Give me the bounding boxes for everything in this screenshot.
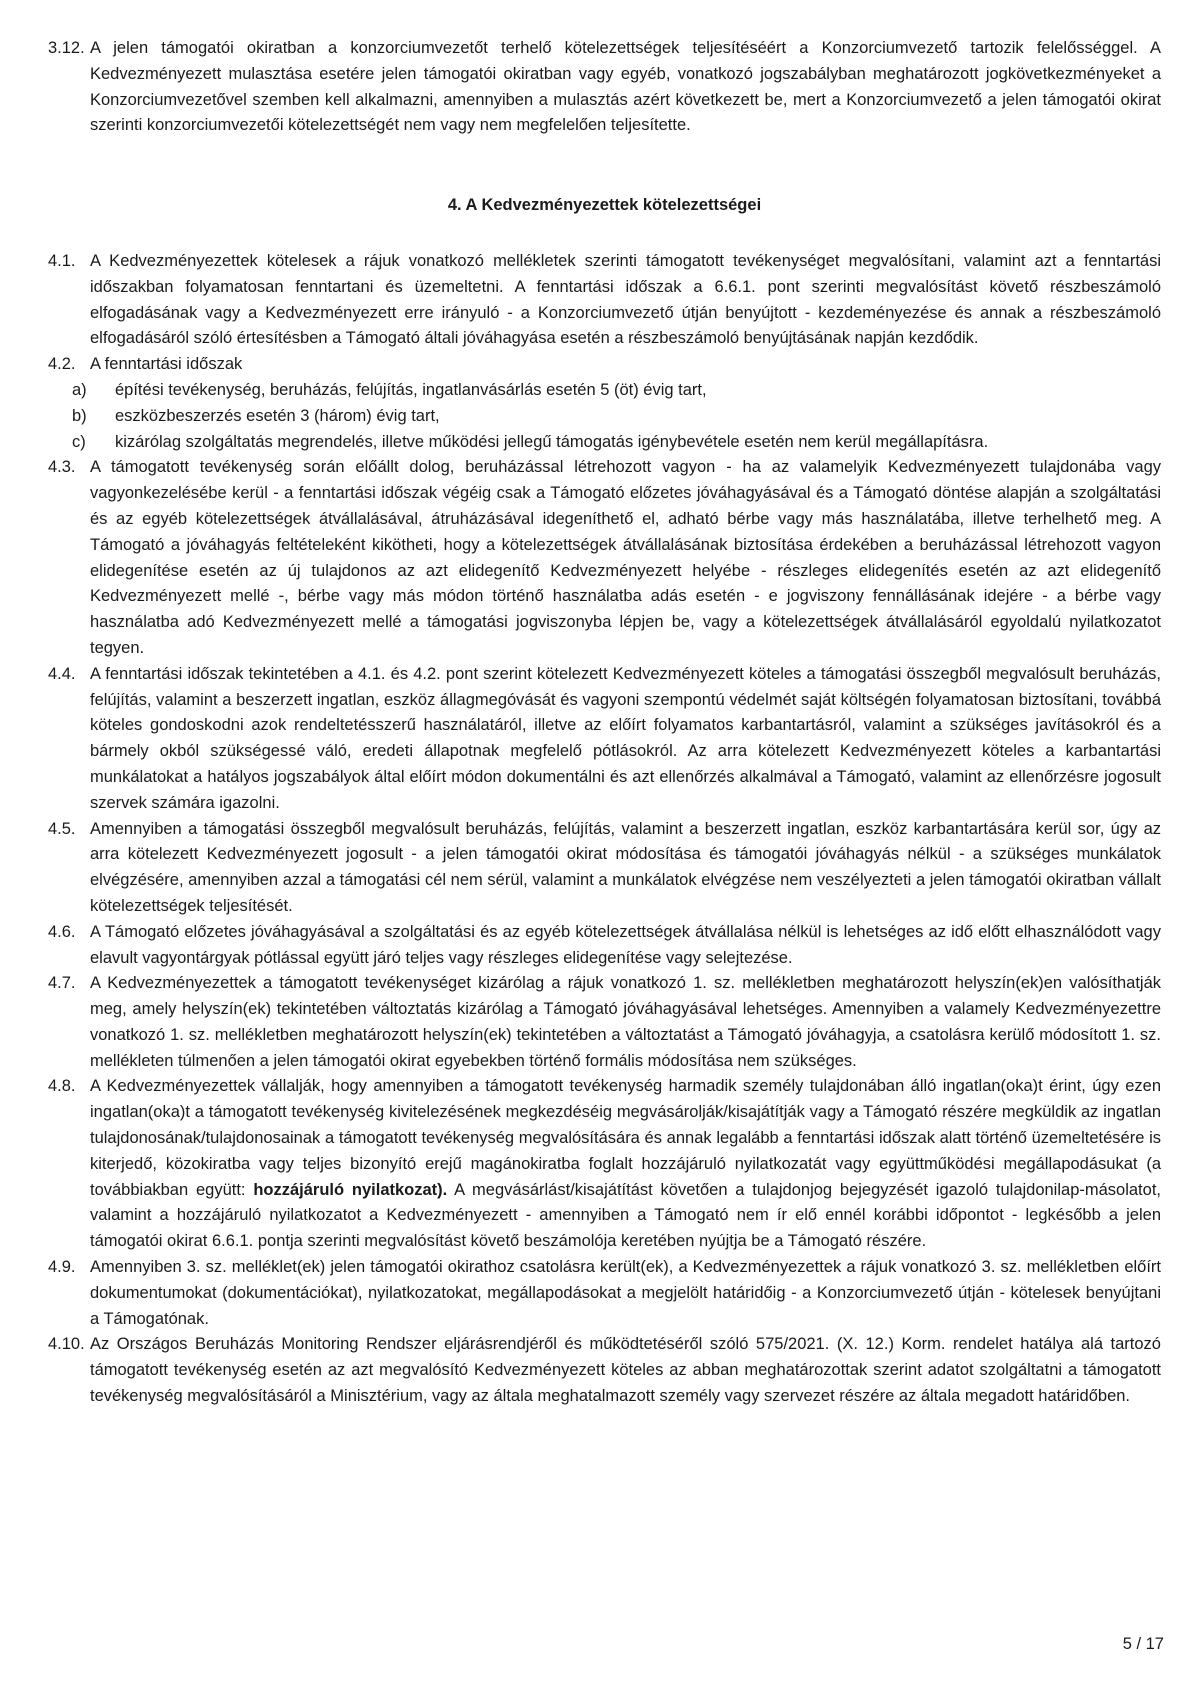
clause-number: 4.10. xyxy=(48,1335,85,1354)
clause-3-12 xyxy=(48,36,1161,139)
section-heading: 4. A Kedvezményezettek kötelezettségei xyxy=(447,196,762,215)
clause-4-3 xyxy=(48,455,1161,661)
clause-text: Amennyiben 3. sz. melléklet(ek) jelen támogatói okirathoz csatolásra került(ek), a Kedvezményezettek a rájuk vonatkozó 3. sz. mellékletben előírt dokumentumokat (dokumentációkat), nyilatkozatokat, megállapodásokat a megjelölt határidőig - a Konzorciumvezető útján - kötelesek benyújtani a Támogatónak. xyxy=(90,1258,1161,1328)
document-page xyxy=(48,36,1161,1410)
clause-4-9 xyxy=(48,1255,1161,1332)
clause-number: 3.12. xyxy=(48,39,85,57)
clause-text: A támogatott tevékenység során előállt dolog, beruházással létrehozott vagyon - ha az valamelyik Kedvezményezett tulajdonába vagy vagyonkezelésébe kerül - a fenntartási időszak végéig csak a Támogató előzetes jóváhagyásával és a Támogató döntése alapján a szolgáltatási és az egyéb kötelezettségek átvállalásával, átruházásával idegeníthető el, adható bérbe vagy más használatába, illetve terhelhető meg. A Támogató a jóváhagyás feltételeként kikötheti, hogy a kötelezettségek átvállalásának biztosítása érdekében a beruházással létrehozott vagyon elidegenítése esetén az új tulajdonos az azt elidegenítő Kedvezményezett helyébe - részleges elidegenítés esetén az azt elidegenítő Kedvezményezett mellé -, bérbe vagy más módon történő használatba adás esetén - e jogviszony fennállásának idejére - a bérbe vagy használatba adó Kedvezményezett mellé a támogatási jogviszonyba lépjen be, vagy a kötelezettségek átvállalásáról egyoldalú nyilatkozatot tegyen. xyxy=(90,458,1161,657)
clause-text: A fenntartási időszak tekintetében a 4.1. és 4.2. pont szerint kötelezett Kedvezményezett köteles a támogatási összegből megvalósult beruházás, felújítás, valamint a beszerzett ingatlan, eszköz állagmegóvását és vagyoni szempontú védelmét saját költségén folyamatosan biztosítani, továbbá köteles gondoskodni azok rendeltetésszerű használatáról, illetve az előírt folyamatos karbantartásról, valamint a szükséges javításokról és a bármely okból szükségessé váló, eredeti állapotnak megfelelő pótlásokról. Az arra kötelezett Kedvezményezett köteles a karbantartási munkálatokat a hatályos jogszabályok által előírt módon dokumentálni és azt ellenőrzés alkalmával a Támogató, valamint az ellenőrzésre jogosult szervek számára igazolni. xyxy=(90,664,1161,812)
subclause-text: építési tevékenység, beruházás, felújítás, ingatlanvásárlás esetén 5 (öt) évig tart, xyxy=(115,380,707,399)
clause-4-2 xyxy=(48,352,1161,378)
clause-text: A Kedvezményezettek kötelesek a rájuk vonatkozó mellékletek szerinti támogatott tevékenységet megvalósítani, valamint azt a fenntartási időszakban folyamatosan fenntartani és üzemeltetni. A fenntartási időszak a 6.6.1. pont szerinti megvalósítást követő részbeszámoló elfogadásának vagy a Kedvezményezett erre irányuló - a Konzorciumvezető útján benyújtott - kezdeményezése és annak a részbeszámoló elfogadásáról szóló értesítésben a Támogató általi jóváhagyása esetén a részbeszámoló benyújtásának napján kezdődik. xyxy=(90,251,1161,348)
subclause-letter: b) xyxy=(72,406,87,425)
subclause-text: kizárólag szolgáltatás megrendelés, illetve működési jellegű támogatás igénybevétele esetén nem kerül megállapításra. xyxy=(115,432,989,451)
clause-4-1 xyxy=(48,249,1161,352)
subclause-letter: a) xyxy=(72,380,87,399)
clause-text: A jelen támogatói okiratban a konzorciumvezetőt terhelő kötelezettségek teljesítéséért a Konzorciumvezető tartozik felelősséggel. A Kedvezményezett mulasztása esetére jelen támogatói okiratban vagy egyéb, vonatkozó jogszabályban meghatározott jogkövetkezményeket a Konzorciumvezetővel szemben kell alkalmazni, amennyiben a mulasztás azért következett be, mert a Konzorciumvezető a jelen támogatói okirat szerinti konzorciumvezetői kötelezettségét nem vagy nem megfelelően teljesítette. xyxy=(90,39,1161,135)
clause-text: Amennyiben a támogatási összegből megvalósult beruházás, felújítás, valamint a beszerzett ingatlan, eszköz karbantartására kerül sor, úgy az arra kötelezett Kedvezményezett jogosult - a jelen támogatói okirat módosítása és támogatói jóváhagyás nélkül - a szükséges munkálatok elvégzésére, amennyiben azzal a támogatási cél nem sérül, valamint a munkálatok elvégzése nem veszélyezteti a jelen támogatói okiratban vállalt kötelezettségek teljesítését. xyxy=(90,819,1161,915)
subclause-text: eszközbeszerzés esetén 3 (három) évig tart, xyxy=(115,406,440,425)
clause-text-bold-run: hozzájáruló nyilatkozat). xyxy=(253,1180,448,1199)
clause-4-2-b xyxy=(48,404,1161,430)
subclause-letter: c) xyxy=(72,432,86,451)
clause-text-run: A megvásárlást/kisajátítást követően a tulajdonjog bejegyzését igazoló tulajdonilap-másolatot, valamint a hozzájáruló nyilatkozatot a Kedvezményezett - amennyiben a Támogató nem ír elő ennél korábbi időpontot - legkésőbb a jelen támogatói okirat 6.6.1. pontja szerinti megvalósítást követő beszámolója keretében nyújtja be a Támogató részére. xyxy=(90,1180,1161,1251)
clause-number: 4.8. xyxy=(48,1077,76,1096)
clause-number: 4.1. xyxy=(48,251,76,270)
clause-4-2-a xyxy=(48,378,1161,404)
clause-4-5 xyxy=(48,817,1161,920)
clause-number: 4.2. xyxy=(48,355,76,374)
clause-4-2-c xyxy=(48,430,1161,456)
clause-number: 4.3. xyxy=(48,458,76,477)
clause-number: 4.6. xyxy=(48,922,76,941)
clause-4-8 xyxy=(48,1074,1161,1255)
clause-4-10 xyxy=(48,1332,1161,1409)
clause-4-6 xyxy=(48,920,1161,972)
clause-text: A fenntartási időszak xyxy=(90,355,243,374)
clause-number: 4.5. xyxy=(48,819,76,838)
clause-text: Az Országos Beruházás Monitoring Rendszer eljárásrendjéről és működtetéséről szóló 575/2021. (X. 12.) Korm. rendelet hatálya alá tartozó támogatott tevékenység esetén az azt megvalósító Kedvezményezett köteles az abban meghatározottak szerint adatot szolgáltatni a támogatott tevékenység megvalósításáról a Minisztérium, vagy az általa meghatalmazott személy vagy szervezet részére az általa megadott határidőben. xyxy=(90,1335,1161,1406)
clause-text: A Támogató előzetes jóváhagyásával a szolgáltatási és az egyéb kötelezettségek átvállalása nélkül is lehetséges az idő előtt elhasználódott vagy elavult vagyontárgyak pótlással együtt járó teljes vagy részleges elidegenítése vagy selejtezése. xyxy=(90,922,1161,967)
clause-text-run: A Kedvezményezettek vállalják, hogy amennyiben a támogatott tevékenység harmadik személy tulajdonában álló ingatlan(oka)t érint, úgy ezen ingatlan(oka)t a támogatott tevékenység kivitelezésének megkezdéséig megvásárolják/kisajátítják vagy a Támogató részére megküldik az ingatlan tulajdonosának/tulajdonosainak a támogatott tevékenység megvalósítására és annak legalább a fenntartási időszak alatt történő üzemeltetésére is kiterjedő, közokiratba vagy teljes bizonyító erejű magánokiratba foglalt hozzájáruló nyilatkozatát vagy együttműködési megállapodásukat (a továbbiakban együtt: xyxy=(90,1077,1161,1199)
clause-4-4 xyxy=(48,662,1161,817)
clause-number: 4.9. xyxy=(48,1258,76,1277)
clause-number: 4.4. xyxy=(48,664,76,683)
clause-4-7 xyxy=(48,971,1161,1074)
clause-text: A Kedvezményezettek a támogatott tevékenységet kizárólag a rájuk vonatkozó 1. sz. mellékletben meghatározott helyszín(ek)en valósíthatják meg, amely helyszín(ek) tekintetében változtatás kizárólag a Támogató jóváhagyásával lehetséges. Amennyiben a valamely Kedvezményezettre vonatkozó 1. sz. mellékletben meghatározott helyszín(ek) tekintetében a változtatást a Támogató jóváhagyja, a csatolásra kerülő módosított 1. sz. mellékleten túlmenően a jelen támogatói okirat egyebekben történő formális módosítása nem szükséges. xyxy=(90,974,1161,1070)
page-number: 5 / 17 xyxy=(1122,1635,1164,1653)
clause-number: 4.7. xyxy=(48,974,76,993)
